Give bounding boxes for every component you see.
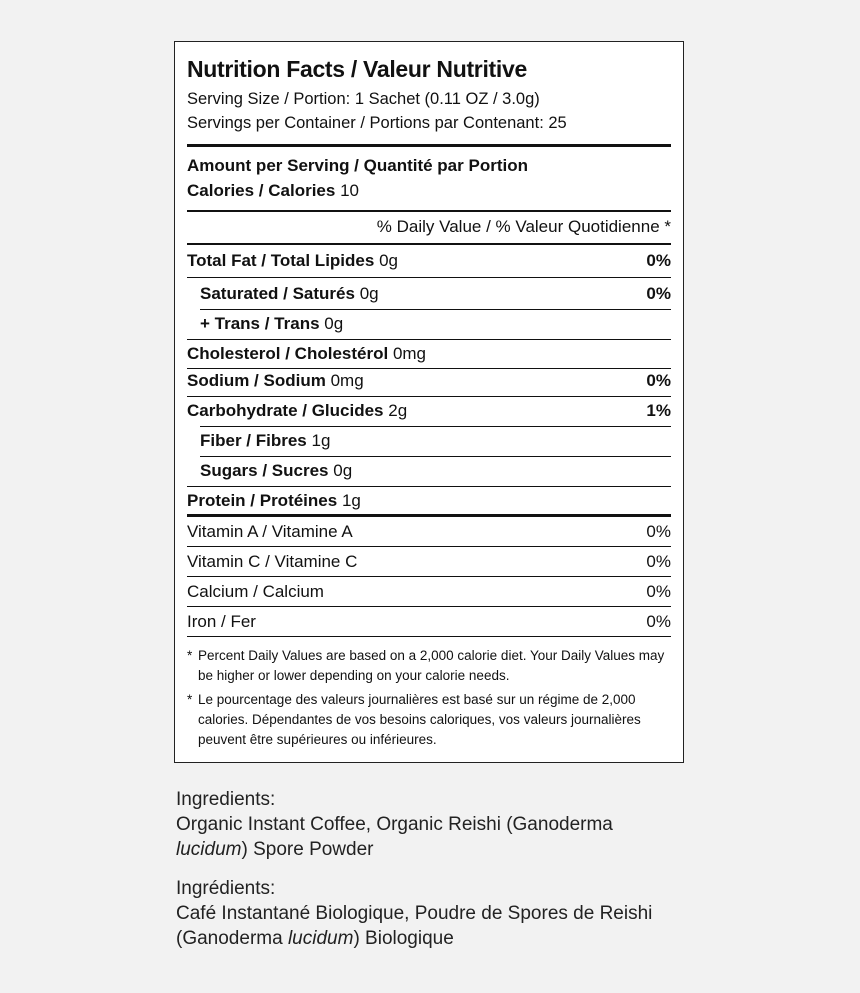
ingredients-text-part: Café Instantané Biologique, Poudre de Spores de Reishi (Ganoderma <box>176 903 653 949</box>
vitamin-dv: 0% <box>646 522 671 541</box>
nutrient-dv: 0% <box>646 251 671 270</box>
divider <box>200 456 671 457</box>
calories-label: Calories / Calories <box>187 181 336 200</box>
vitamin-dv: 0% <box>646 612 671 631</box>
nutrient-row-saturated <box>187 282 671 306</box>
nutrient-amount: 0mg <box>392 344 427 363</box>
ingredients-english <box>176 787 676 862</box>
divider-thick <box>187 144 671 147</box>
vitamin-dv: 0% <box>646 552 671 571</box>
vitamin-name: Calcium / Calcium <box>187 582 324 601</box>
nutrient-amount: 1g <box>341 491 361 510</box>
ingredients-heading: Ingrédients: <box>176 878 276 899</box>
nutrient-row-carbohydrate <box>187 399 671 423</box>
vitamin-row-iron <box>187 610 671 634</box>
nutrient-row-sugars <box>187 459 671 483</box>
vitamin-row-calcium <box>187 580 671 604</box>
serving-size: Serving Size / Portion: 1 Sachet (0.11 OZ / 3.0g) <box>187 90 540 108</box>
nutrient-name: Protein / Protéines <box>187 491 338 510</box>
label-title: Nutrition Facts / Valeur Nutritive <box>187 56 527 82</box>
ingredients-italic: lucidum <box>176 839 242 860</box>
nutrient-row-protein <box>187 489 671 513</box>
vitamin-name: Vitamin A / Vitamine A <box>187 522 353 541</box>
divider <box>200 426 671 427</box>
divider <box>187 486 671 487</box>
ingredients-french <box>176 876 666 951</box>
nutrient-row-cholesterol <box>187 342 671 366</box>
nutrient-amount: 0g <box>359 284 379 303</box>
divider-thick <box>187 514 671 517</box>
divider <box>187 210 671 212</box>
ingredients-text-part: Organic Instant Coffee, Organic Reishi (Ganoderma <box>176 814 613 835</box>
divider <box>187 636 671 637</box>
amount-per-serving: Amount per Serving / Quantité par Portion <box>187 156 528 175</box>
nutrient-dv: 1% <box>646 401 671 420</box>
divider <box>187 339 671 340</box>
nutrient-amount: 0g <box>333 461 353 480</box>
nutrient-name: Sodium / Sodium <box>187 371 326 390</box>
footnote-text: Le pourcentage des valeurs journalières est basé sur un régime de 2,000 calories. Dépendantes de vos besoins caloriques, vos valeurs journalières peuvent être supérieures ou inférieures. <box>198 692 641 747</box>
footnote-text: Percent Daily Values are based on a 2,000 calorie diet. Your Daily Values may be higher or lower depending on your calorie needs. <box>198 648 665 683</box>
nutrient-name: Cholesterol / Cholestérol <box>187 344 389 363</box>
ingredients-heading: Ingredients: <box>176 789 276 810</box>
footnote-english <box>187 646 671 686</box>
ingredients-text-part: ) Spore Powder <box>241 839 374 860</box>
nutrient-amount: 0mg <box>330 371 364 390</box>
nutrient-row-sodium <box>187 369 671 393</box>
nutrient-dv: 0% <box>646 371 671 390</box>
divider <box>187 243 671 245</box>
vitamin-name: Vitamin C / Vitamine C <box>187 552 358 571</box>
divider <box>187 576 671 577</box>
footnote-marker: * <box>187 692 193 707</box>
nutrient-name: Sugars / Sucres <box>200 461 329 480</box>
nutrient-row-trans <box>187 312 671 336</box>
nutrient-name: + Trans / Trans <box>200 314 320 333</box>
ingredients-text-part: ) Biologique <box>353 928 454 949</box>
calories-value: 10 <box>340 181 359 200</box>
daily-value-header: % Daily Value / % Valeur Quotidienne * <box>376 217 671 236</box>
nutrition-facts-label <box>174 41 684 763</box>
calories-row <box>187 181 359 201</box>
nutrient-name: Fiber / Fibres <box>200 431 307 450</box>
nutrient-dv: 0% <box>646 284 671 303</box>
divider <box>200 309 671 310</box>
nutrient-name: Carbohydrate / Glucides <box>187 401 384 420</box>
divider <box>187 277 671 278</box>
nutrient-name: Total Fat / Total Lipides <box>187 251 375 270</box>
nutrient-name: Saturated / Saturés <box>200 284 355 303</box>
nutrient-row-total-fat <box>187 249 671 273</box>
vitamin-dv: 0% <box>646 582 671 601</box>
ingredients-text <box>176 812 676 862</box>
vitamin-name: Iron / Fer <box>187 612 256 631</box>
servings-per-container: Servings per Container / Portions par Contenant: 25 <box>187 114 567 132</box>
vitamin-row-c <box>187 550 671 574</box>
divider <box>187 606 671 607</box>
footnote-marker: * <box>187 648 193 663</box>
nutrient-amount: 0g <box>324 314 344 333</box>
vitamin-row-a <box>187 520 671 544</box>
divider <box>187 396 671 397</box>
nutrient-amount: 1g <box>311 431 331 450</box>
footnote-french <box>187 690 671 750</box>
nutrient-amount: 0g <box>379 251 398 270</box>
nutrient-amount: 2g <box>388 401 408 420</box>
ingredients-text <box>176 901 666 951</box>
nutrient-row-fiber <box>187 429 671 453</box>
divider <box>187 546 671 547</box>
ingredients-italic: lucidum <box>287 928 354 949</box>
